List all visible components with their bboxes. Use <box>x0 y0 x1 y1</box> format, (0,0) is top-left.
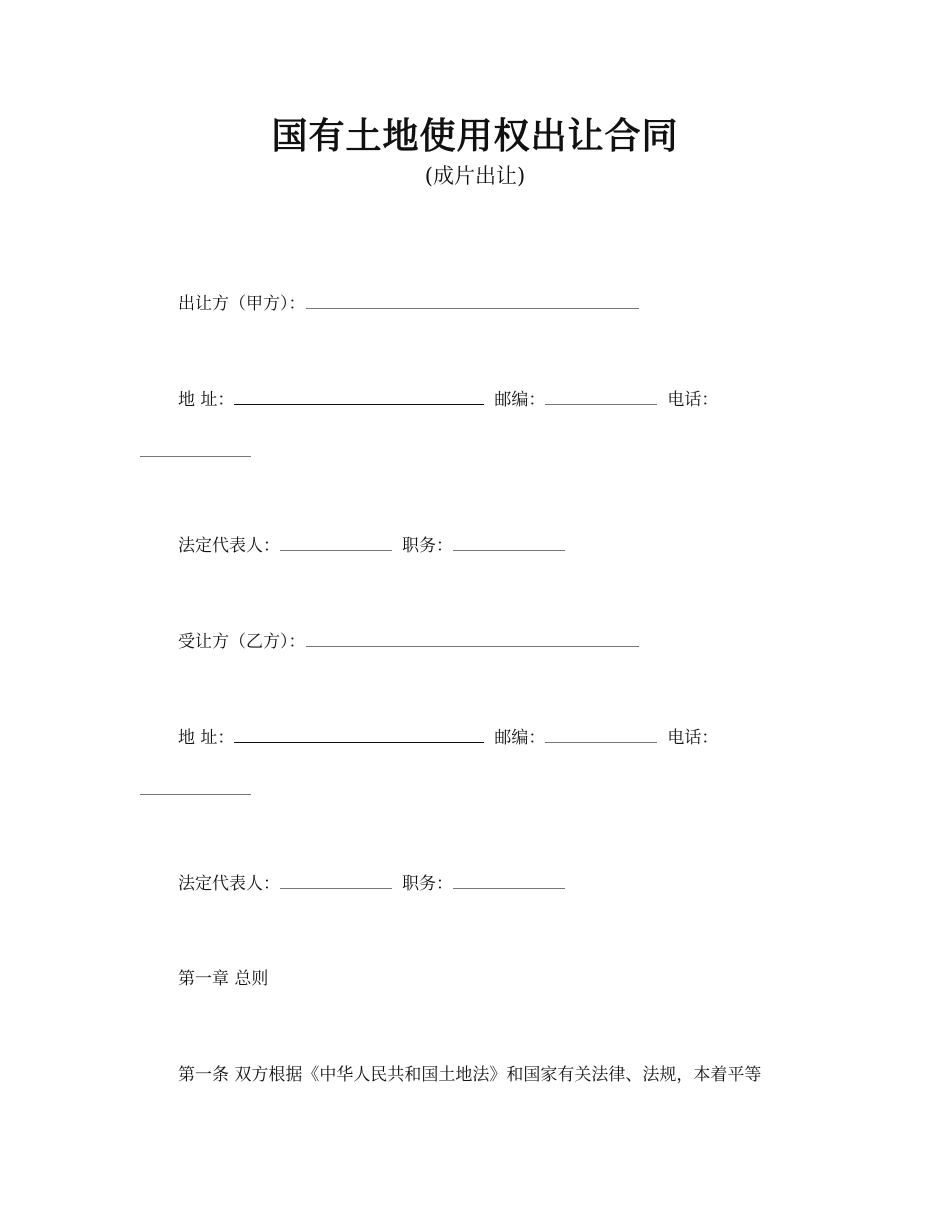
position-label: 职务： <box>402 536 453 556</box>
chapter-heading: 第一章 总则 <box>178 969 269 989</box>
transferor-label: 出让方（甲方）： <box>178 294 306 314</box>
phone-label: 电话： <box>667 728 719 748</box>
legal-rep-label: 法定代表人： <box>178 536 280 556</box>
position-blank[interactable] <box>453 870 565 889</box>
address-blank[interactable] <box>234 724 484 743</box>
postcode-label: 邮编： <box>494 390 546 410</box>
legal-rep-blank[interactable] <box>280 870 392 889</box>
transferor-blank[interactable] <box>306 290 639 309</box>
address-label: 地 址： <box>178 728 235 748</box>
transferee-blank[interactable] <box>306 628 639 647</box>
legal-rep-blank[interactable] <box>280 532 392 551</box>
phone-label: 电话： <box>667 390 719 410</box>
transferor-rep-line <box>178 532 565 559</box>
document-title: 国有土地使用权出让合同 <box>271 116 679 157</box>
postcode-label: 邮编： <box>494 728 546 748</box>
transferee-line <box>178 628 639 655</box>
article-paragraph: 第一条 双方根据《中华人民共和国土地法》和国家有关法律、法规，本着平等 <box>178 1065 762 1085</box>
phone-blank[interactable] <box>140 455 251 457</box>
postcode-blank[interactable] <box>545 386 657 405</box>
transferee-label: 受让方（乙方）： <box>178 632 306 652</box>
transferee-rep-line <box>178 870 565 897</box>
transferor-line <box>178 290 639 317</box>
address-label: 地 址： <box>178 390 235 410</box>
address-blank[interactable] <box>234 386 484 405</box>
postcode-blank[interactable] <box>545 724 657 743</box>
transferor-address-line <box>178 386 718 413</box>
document-subtitle: (成片出让) <box>424 164 526 188</box>
legal-rep-label: 法定代表人： <box>178 874 280 894</box>
phone-blank[interactable] <box>140 793 251 795</box>
position-label: 职务： <box>402 874 453 894</box>
position-blank[interactable] <box>453 532 565 551</box>
transferee-address-line <box>178 724 718 751</box>
